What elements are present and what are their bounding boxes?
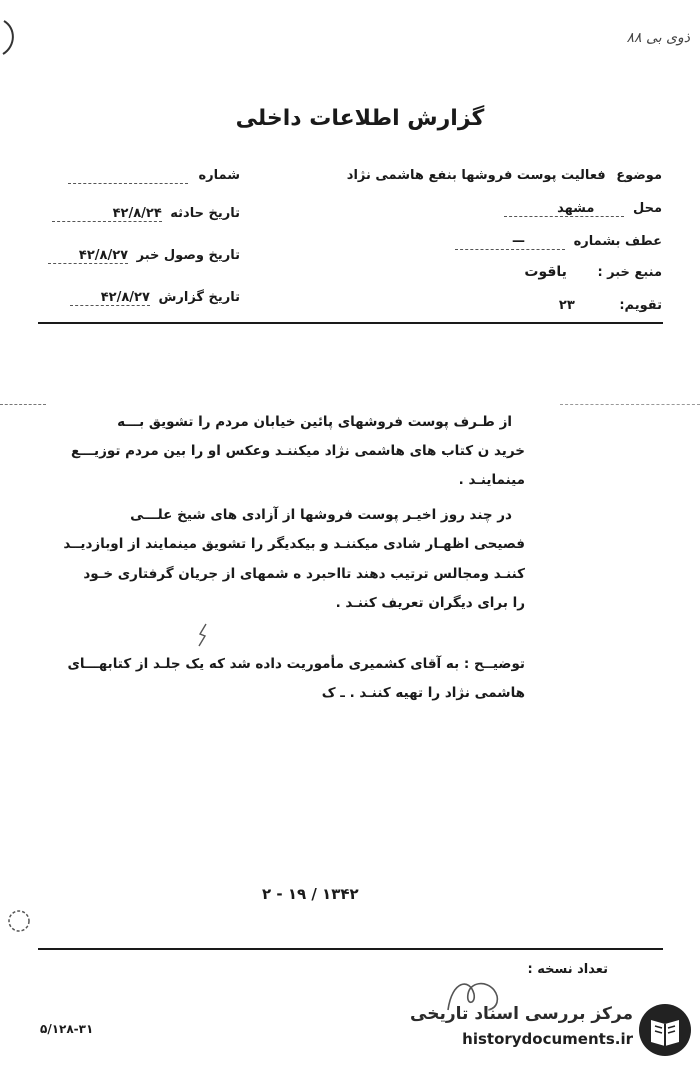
related-label: عطف بشماره — [573, 234, 662, 249]
place-label: محل — [632, 201, 662, 216]
watermark-text: مرکز بررسی اسناد تاریخی — [410, 1004, 633, 1024]
document-title: گزارش اطلاعات داخلی — [235, 106, 485, 131]
body-line-5: فصیحی اظهـار شادی میکننـد و بیکدیگر را تشویق مینمایند از اوبازدیــد — [63, 536, 525, 552]
pen-tick — [196, 622, 210, 648]
evaluation-row — [442, 298, 662, 313]
body-line-3: مینماینـد . — [458, 472, 525, 488]
watermark — [410, 1000, 695, 1060]
body-line-7: را برای دیگران تعریف کننـد . — [335, 595, 525, 611]
number-row — [40, 168, 240, 184]
copies-label: تعداد نسخه : — [527, 962, 608, 977]
scan-dash-left — [0, 404, 46, 405]
event-date-value: ۴۲/۸/۲۴ — [112, 206, 162, 221]
related-value: — — [512, 234, 526, 249]
place-value: مشهد — [557, 201, 595, 216]
body-line-2: خرید ن کتاب های هاشمی نژاد میکننـد وعکس او را بین مردم توزیـــع — [70, 443, 525, 459]
subject-value: فعالیت پوست فروشها بنفع هاشمی نژاد — [346, 168, 606, 183]
body-line-6: کننـد ومجالس ترتیب دهند تااحبرد ه شمهای از جریان گرفتاری خـود — [83, 566, 525, 582]
header-divider — [38, 322, 663, 324]
subject-row — [302, 168, 662, 183]
receipt-date-value: ۴۲/۸/۲۷ — [78, 248, 129, 263]
report-date-label: تاریخ گزارش — [158, 290, 240, 305]
number-label: شماره — [198, 168, 240, 183]
related-row — [442, 234, 662, 250]
note-line-2: هاشمی نژاد را تهیه کننـد . ـ ک — [321, 685, 525, 701]
report-date-row — [40, 290, 240, 306]
margin-circle-mark — [4, 906, 34, 936]
subject-label: موضوع — [616, 168, 662, 183]
receipt-date-row — [40, 248, 240, 264]
source-value: یاقوت — [524, 264, 567, 280]
report-date-value: ۴۲/۸/۲۷ — [100, 290, 150, 305]
source-label: منبع خبر : — [597, 265, 662, 280]
place-row — [442, 201, 662, 217]
handwritten-note-top: ذوی بی‌ ۸۸ — [626, 30, 690, 46]
event-date-row — [40, 206, 240, 222]
bottom-reference: ۵/۱۲۸-۳۱ — [40, 1022, 94, 1036]
receipt-date-label: تاریخ وصول خبر — [136, 248, 240, 263]
body-line-1: از طـرف پوست فروشهای پائین خیابان مردم را تشویق بـــه — [117, 414, 512, 430]
event-date-label: تاریخ حادثه — [170, 206, 240, 221]
scan-dash-right — [560, 404, 700, 405]
source-row — [442, 264, 662, 280]
evaluation-value: ۲۳ — [558, 298, 575, 313]
watermark-url: historydocuments.ir — [462, 1030, 633, 1048]
note-line-1: توضیــح : به آقای کشمیری مأموریت داده شد که یک جلـد از کتابهـــای — [67, 656, 525, 672]
book-icon — [637, 1002, 693, 1058]
evaluation-label: تقویم: — [619, 298, 662, 313]
handwritten-number: ۲ - ۱۹ / ۱۳۴۲ — [262, 885, 359, 903]
body-line-4: در چند روز اخیـر پوست فروشها از آزادی های شیخ علـــی — [130, 507, 512, 523]
pen-mark-corner — [0, 18, 20, 58]
footer-divider — [38, 948, 663, 950]
